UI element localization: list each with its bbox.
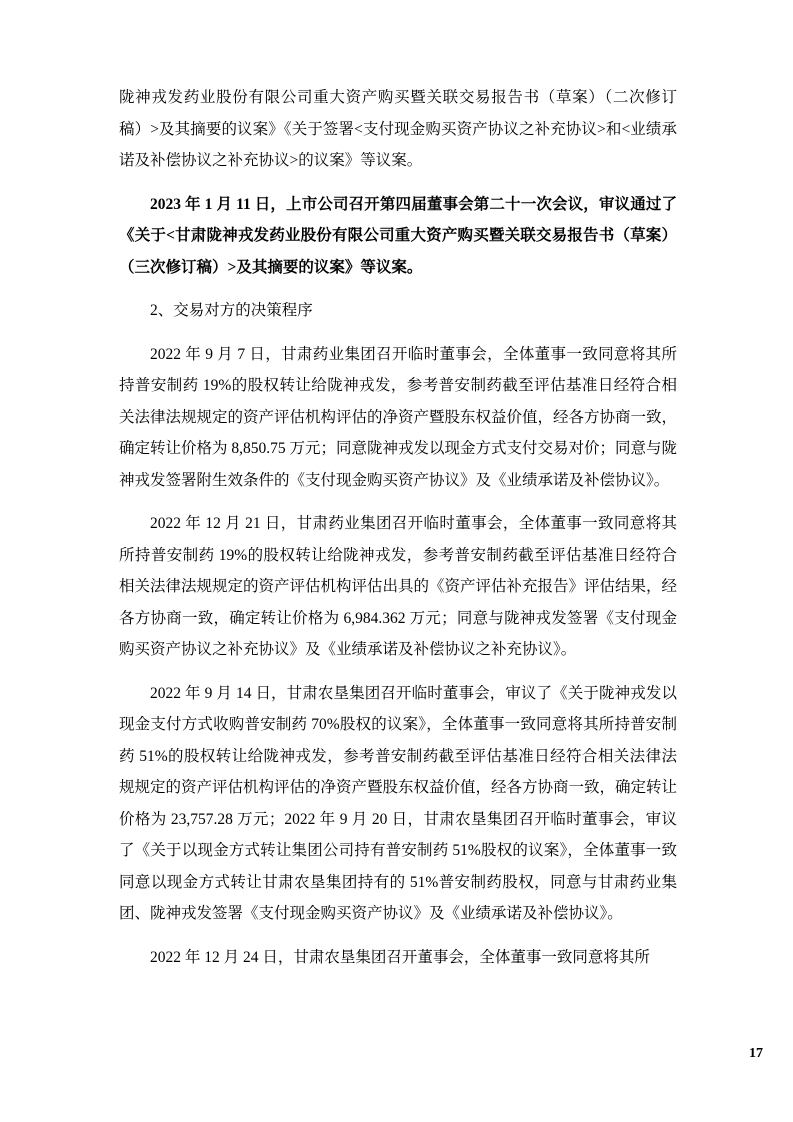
paragraph-prior-resolutions: 陇神戎发药业股份有限公司重大资产购买暨关联交易报告书（草案）（二次修订稿）>及其摘要的议案》《关于签署<支付现金购买资产协议之补充协议>和<业绩承诺及补偿协议之补充协议>的议案》等议案。 — [119, 89, 677, 169]
paragraph-2023-board-meeting: 2023 年 1 月 11 日，上市公司召开第四届董事会第二十一次会议，审议通过了《关于<甘肃陇神戎发药业股份有限公司重大资产购买暨关联交易报告书（草案）（三次修订稿）>及其摘要的议案》等议案。 — [119, 195, 677, 276]
paragraph-gansu-pharma-board-2022-12-21: 2022 年 12 月 21 日，甘肃药业集团召开临时董事会，全体董事一致同意将其所持普安制药 19%的股权转让给陇神戎发，参考普安制药截至评估基准日经符合相关法律法规规定的资产评估机构评估出具的《资产评估补充报告》评估结果，经各方协商一致，确定转让价格为 6,984.362 万元；同意与陇神戎发签署《支付现金购买资产协议之补充协议》及《业绩承诺及补偿协议之补充协议》。 — [119, 515, 678, 658]
paragraph-gansu-nongken-board-2022-09-14: 2022 年 9 月 14 日，甘肃农垦集团召开临时董事会，审议了《关于陇神戎发以现金支付方式收购普安制药 70%股权的议案》，全体董事一致同意将其所持普安制药 51%的股权转让给陇神戎发，参考普安制药截至评估基准日经符合相关法律法规规定的资产评估机构评估的净资产暨股东权益价值，经各方协商一致，确定转让价格为 23,757.28 万元；2022 年 9 月 20 日，甘肃农垦集团召开临时董事会，审议了《关于以现金方式转让集团公司持有普安制药 51%股权的议案》，全体董事一致同意以现金方式转让甘肃农垦集团持有的 51%普安制药股权，同意与甘肃药业集团、陇神戎发签署《支付现金购买资产协议》及《业绩承诺及补偿协议》。 — [119, 684, 678, 922]
paragraph-gansu-pharma-board-2022-09-07: 2022 年 9 月 7 日，甘肃药业集团召开临时董事会，全体董事一致同意将其所持普安制药 19%的股权转让给陇神戎发，参考普安制药截至评估基准日经符合相关法律法规规定的资产评估机构评估的净资产暨股东权益价值，经各方协商一致，确定转让价格为 8,850.75 万元；同意陇神戎发以现金方式支付交易对价；同意与陇神戎发签署附生效条件的《支付现金购买资产协议》及《业绩承诺及补偿协议》。 — [119, 345, 678, 489]
paragraph-gansu-nongken-board-2022-12-24: 2022 年 12 月 24 日，甘肃农垦集团召开董事会，全体董事一致同意将其所 — [150, 948, 650, 966]
document-content — [119, 82, 677, 985]
section-heading-counterparty-decision-procedure: 2、交易对方的决策程序 — [150, 302, 313, 319]
page-number: 17 — [749, 1046, 763, 1061]
